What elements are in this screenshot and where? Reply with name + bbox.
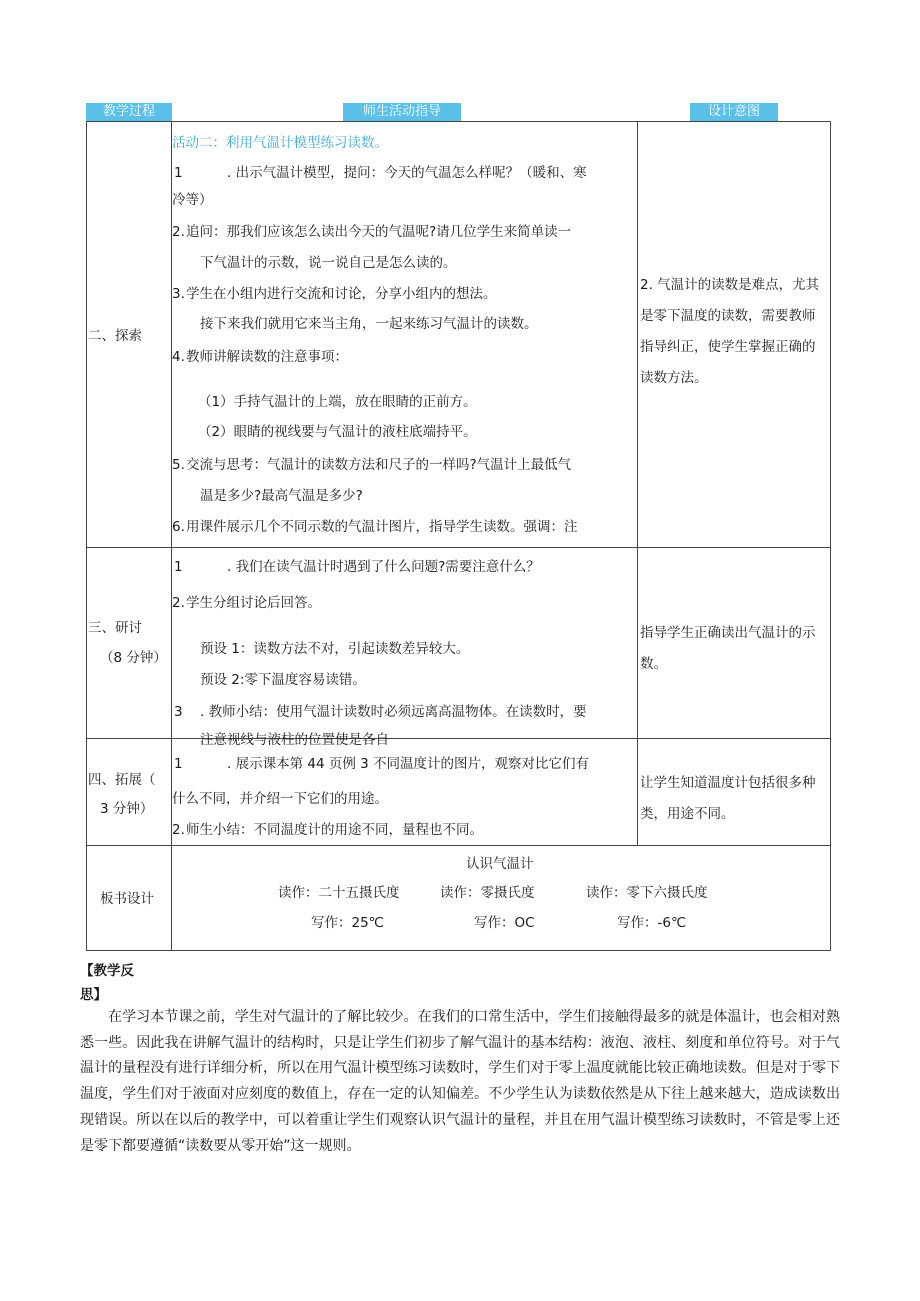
- section-extend-time: 3 分钟）: [100, 801, 154, 817]
- reflection-body: 在学习本节课之前，学生对气温计的了解比较少。在我们的口常生活中，学生们接触得最多的就是体温计，也会相对熟悉一些。因此我在讲解气温计的结构时，只是让学生们初步了解气温计的基本结构：液泡、液柱、刻度和单位符号。对于气温计的量程没有进行详细分析，所以在用气温计模型练习读数时，学生们对于零上温度就能比较正确地读数。但是对于零下温度，学生们对于液面对应刻度的数值上，存在一定的认知偏差。不少学生认为读数依然是从下往上越来越大，造成读数出现错误。所以在以后的教学中，可以着重让学生们观察认识气温计的量程，并且在用气温计模型练习读数时，不管是零上还是零下都要遵循“读数要从零开始”这一规则。: [80, 1009, 840, 1154]
- section-discuss-label: 三、研讨: [88, 620, 142, 636]
- discuss-preset: 预设 2:零下温度容易读错。: [200, 672, 366, 688]
- header-activity-guide: 师生活动指导: [343, 103, 461, 121]
- section-extend-content: 1 . 展示课本第 44 页例 3 不同温度计的图片，观察对比它们有 什么不同，并介绍一下它们的用途。 2. 师生小结：不同温度计的用途不同，量程也不同。: [172, 756, 590, 838]
- discuss-preset: 预设 1：读数方法不对，引起读数差异较大。: [200, 641, 470, 657]
- section-extend-label: 四、拓展（: [88, 772, 156, 788]
- board-design-label: 板书设计: [100, 891, 154, 907]
- discuss-item: . 教师小结：使用气温计读数时必须远离高温物体。在读数时，要: [200, 704, 587, 720]
- reflection-heading-line2: 思】: [80, 987, 107, 1003]
- board-title: 认识气温计: [466, 856, 534, 872]
- header-process: 教学过程: [86, 103, 172, 121]
- section-explore-intent: 2. 气温计的读数是难点，尤其是零下温度的读数，需要教师指导纠正，使学生掌握正确的读数方法。: [640, 277, 820, 386]
- section-discuss-time: （8 分钟）: [100, 650, 167, 666]
- explore-subitem: （1）手持气温计的上端，放在眼睛的正前方。: [198, 394, 477, 410]
- explore-item: . 出示气温计模型，提问：今天的气温怎么样呢？（暖和、寒: [227, 165, 587, 181]
- board-read: 读作：二十五摄氏度: [278, 885, 400, 901]
- extend-item: . 展示课本第 44 页例 3 不同温度计的图片，观察对比它们有: [227, 756, 590, 772]
- discuss-item: 学生分组讨论后回答。: [186, 595, 321, 611]
- section-discuss-content: 1 . 我们在读气温计时遇到了什么问题?需要注意什么？ 2. 学生分组讨论后回答。 预设 1：读数方法不对，引起读数差异较大。 预设 2:零下温度容易读错。 3 . 教师小结：使用气温计读数时必须远离高温物体。在读数时，要 注意视线与液柱的位置使是各自: [172, 559, 587, 748]
- explore-item: 学生在小组内进行交流和讨论，分享小组内的想法。: [186, 286, 497, 302]
- board-write: 写作：OC: [474, 915, 535, 931]
- board-read: 读作：零下六摄氏度: [586, 885, 708, 901]
- explore-item: 用课件展示几个不同示数的气温计图片，指导学生读数。强调：注: [186, 519, 578, 535]
- activity-title: 活动二：利用气温计模型练习读数。: [172, 135, 388, 151]
- section-explore-label: 二、探索: [88, 328, 142, 344]
- header-design-intent: 设计意图: [690, 103, 778, 121]
- board-write: 写作：-6℃: [617, 915, 687, 931]
- discuss-item: . 我们在读气温计时遇到了什么问题?需要注意什么？: [227, 559, 540, 575]
- board-write: 写作：25℃: [311, 915, 384, 931]
- reflection-heading-line1: 【教学反: [80, 963, 134, 979]
- explore-item: 交流与思考：气温计的读数方法和尺子的一样吗?气温计上最低气: [186, 457, 572, 473]
- explore-item: 追问：那我们应该怎么读出今天的气温呢?请几位学生来简单读一: [186, 224, 572, 240]
- section-extend-intent: 让学生知道温度计包括很多种类，用途不同。: [640, 775, 816, 822]
- explore-item: 教师讲解读数的注意事项：: [186, 349, 348, 365]
- board-read: 读作：零摄氏度: [440, 885, 535, 901]
- explore-subitem: （2）眼睛的视线要与气温计的液柱底端持平。: [198, 424, 477, 440]
- discuss-cut-line: 注意视线与液柱的位置使是各自: [200, 732, 389, 748]
- section-discuss-intent: 指导学生正确读出气温计的示数。: [640, 625, 816, 672]
- extend-item: 师生小结：不同温度计的用途不同，量程也不同。: [186, 822, 483, 838]
- section-explore-content: 活动二：利用气温计模型练习读数。 1 . 出示气温计模型，提问：今天的气温怎么样呢？（暖和、寒 冷等） 2. 追问：那我们应该怎么读出今天的气温呢?请几位学生来简单读一 下气温计的示数，说一说自己是怎么读的。 3. 学生在小组内进行交流和讨论，分享小组内的想法。 接下来我们就用它来当主角，一起来练习气温计的读数。 4. 教师讲解读数的注意事项： （1）手持气温计的上端，放在眼睛的正前方。 （2）眼睛的视线要与气温计的液柱底端持平。 5. 交流与思考：气温计的读数方法和尺子的一样吗?气温计上最低气 温是多少?最高气温是多少? 6. 用课件展示几个不同示数的气温计图片，指导学生读数。强调：注: [172, 135, 587, 535]
